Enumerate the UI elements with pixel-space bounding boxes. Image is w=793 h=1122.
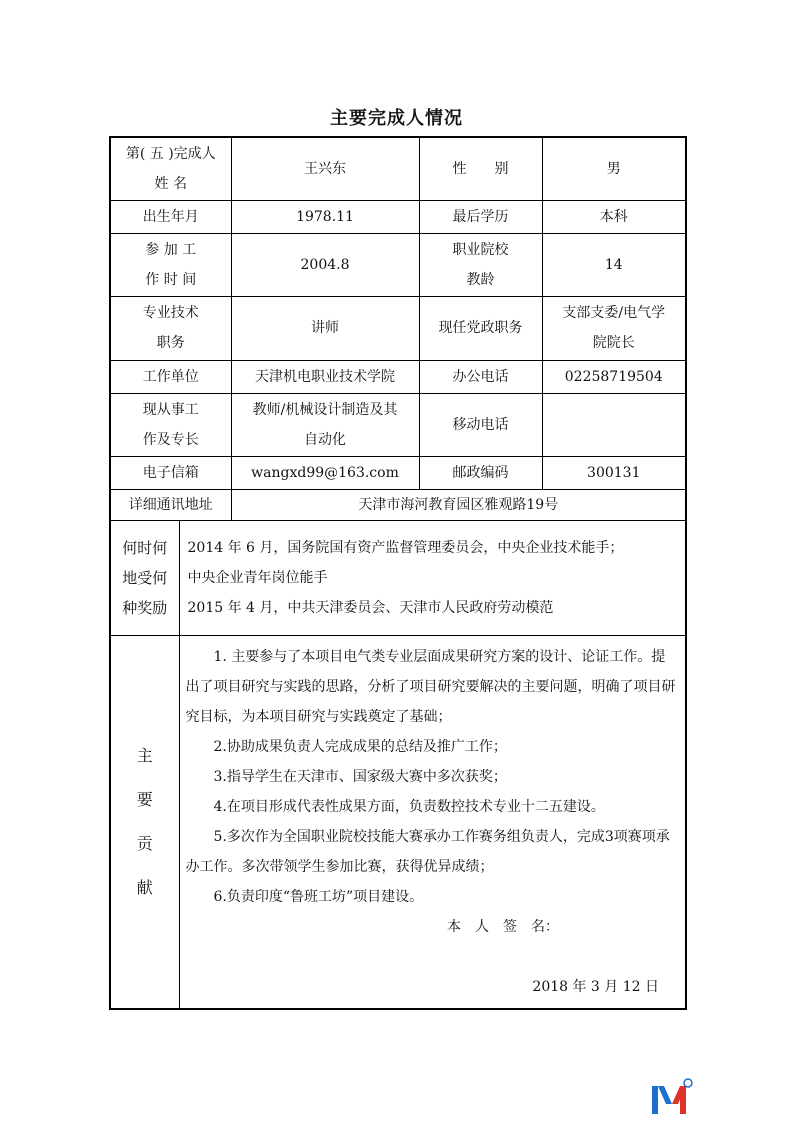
value-party-post: 支部支委/电气学 院院长 <box>542 296 686 360</box>
signature-label: 本 人 签 名： <box>447 918 560 935</box>
value-mobile <box>542 393 686 456</box>
contribution-item: 1. 主要参与了本项目电气类专业层面成果研究方案的设计、论证工作。提出了项目研究与实践的思路，分析了项目研究要解决的主要问题，明确了项目研究目标，为本项目研究与实践奠定了基础； <box>185 648 676 725</box>
value-name: 王兴东 <box>231 137 419 200</box>
value-specialty: 教师/机械设计制造及其 自动化 <box>231 393 419 456</box>
label-teaching-years: 职业院校 教龄 <box>419 233 542 296</box>
label-mobile: 移动电话 <box>419 393 542 456</box>
value-title: 讲师 <box>231 296 419 360</box>
label-zip: 邮政编码 <box>419 456 542 489</box>
award-line: 2014 年 6 月，国务院国有资产监督管理委员会，中央企业技术能手； <box>187 539 624 556</box>
value-address: 天津市海河教育园区雅观路19号 <box>231 489 686 520</box>
contribution-item: 5.多次作为全国职业院校技能大赛承办工作赛务组负责人，完成3项赛项承办工作。多次带领学生参加比赛，获得优异成绩； <box>185 828 670 875</box>
award-line: 2015 年 4 月，中共天津委员会、天津市人民政府劳动模范 <box>187 599 554 616</box>
value-birth: 1978.11 <box>231 200 419 233</box>
contributions-text <box>179 635 686 1009</box>
label-gender: 性 别 <box>419 137 542 200</box>
contribution-item: 3.指导学生在天津市、国家级大赛中多次获奖； <box>213 768 507 785</box>
contribution-item: 4.在项目形成代表性成果方面，负责数控技术专业十二五建设。 <box>213 798 605 815</box>
signature-date: 2018 年 3 月 12 日 <box>532 978 660 995</box>
label-awards: 何时何 地受何 种奖励 <box>110 520 179 635</box>
value-employer: 天津机电职业技术学院 <box>231 360 419 393</box>
label-contributions: 主 要 贡 献 <box>110 635 179 1009</box>
publisher-logo <box>650 1078 694 1116</box>
label-office-phone: 办公电话 <box>419 360 542 393</box>
label-title: 专业技术 职务 <box>110 296 231 360</box>
awards-list <box>179 520 686 635</box>
value-zip: 300131 <box>542 456 686 489</box>
award-line: 中央企业青年岗位能手 <box>187 569 328 586</box>
value-office-phone: 02258719504 <box>542 360 686 393</box>
label-work-start: 参 加 工 作 时 间 <box>110 233 231 296</box>
label-specialty: 现从事工 作及专长 <box>110 393 231 456</box>
label-rank-name: 第( 五 )完成人 姓 名 <box>110 137 231 200</box>
label-employer: 工作单位 <box>110 360 231 393</box>
page-title: 主要完成人情况 <box>330 108 463 129</box>
label-party-post: 现任党政职务 <box>419 296 542 360</box>
value-teaching-years: 14 <box>542 233 686 296</box>
label-education: 最后学历 <box>419 200 542 233</box>
value-work-start: 2004.8 <box>231 233 419 296</box>
personnel-form <box>109 136 687 1010</box>
value-email: wangxd99@163.com <box>231 456 419 489</box>
value-gender: 男 <box>542 137 686 200</box>
contribution-item: 6.负责印度“鲁班工坊”项目建设。 <box>213 888 424 905</box>
contribution-item: 2.协助成果负责人完成成果的总结及推广工作； <box>213 738 507 755</box>
label-email: 电子信箱 <box>110 456 231 489</box>
label-address: 详细通讯地址 <box>110 489 231 520</box>
value-education: 本科 <box>542 200 686 233</box>
label-birth: 出生年月 <box>110 200 231 233</box>
